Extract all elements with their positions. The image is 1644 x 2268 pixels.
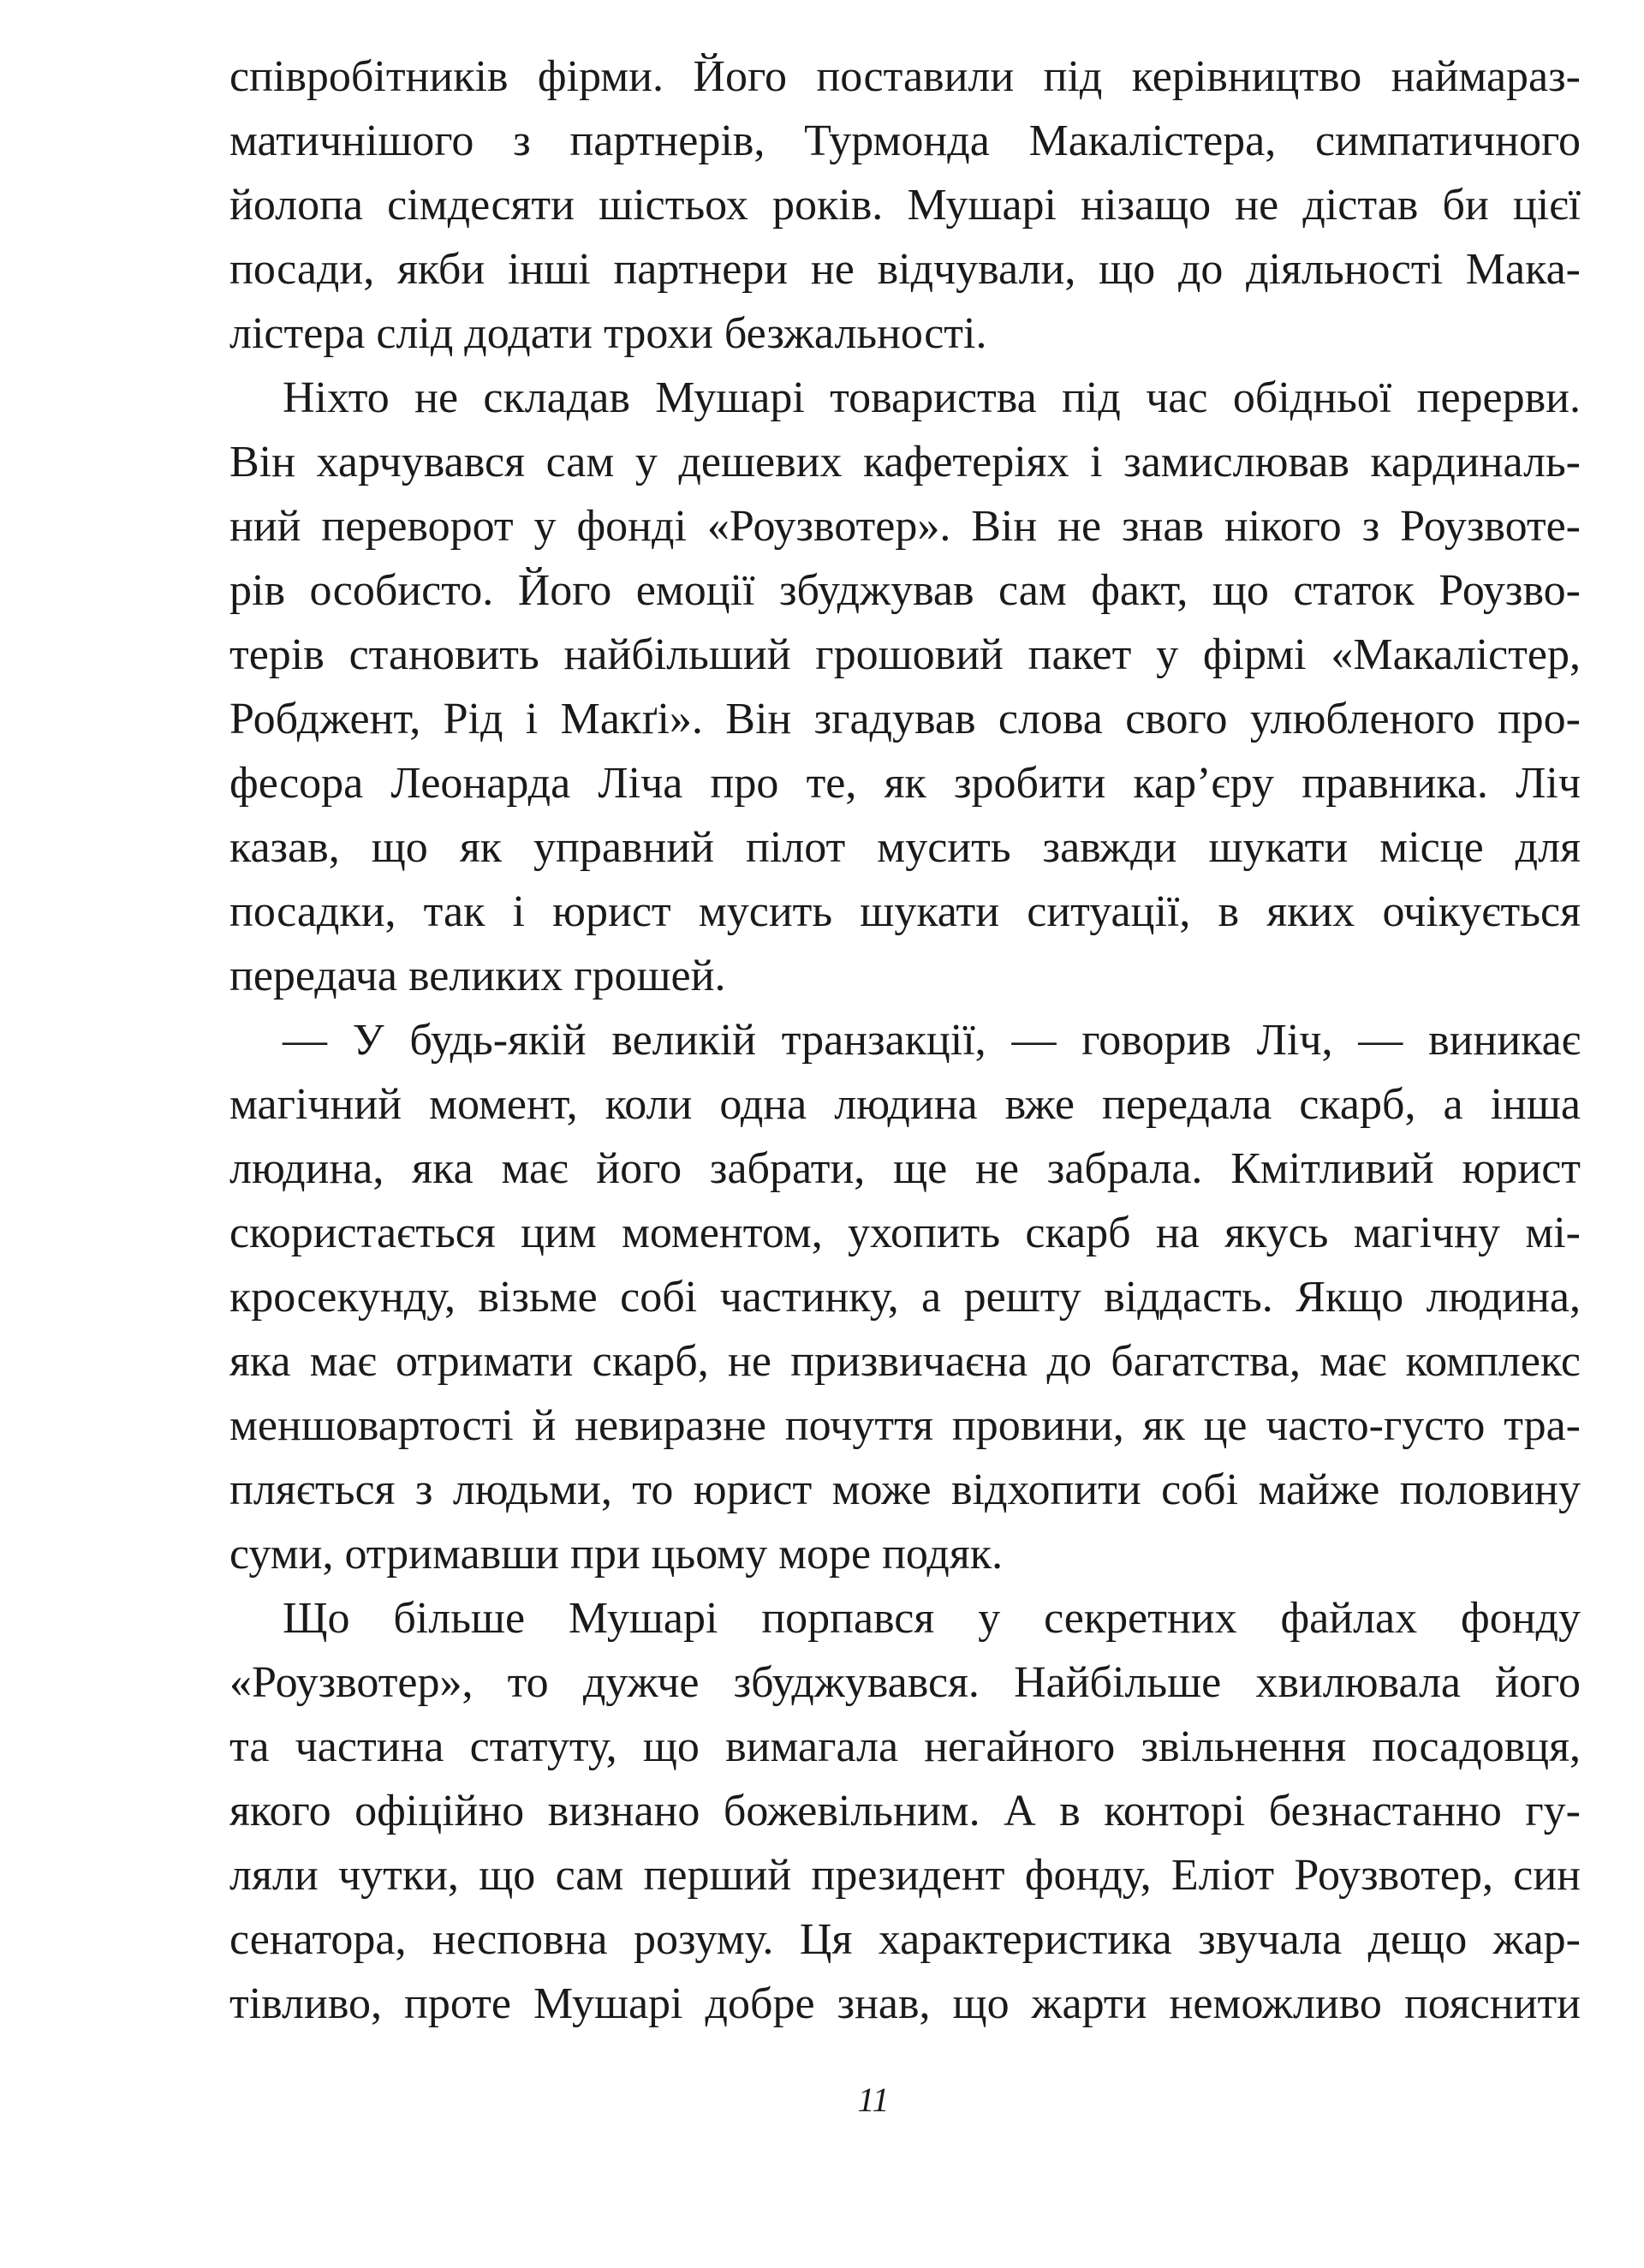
text-line: посади, якби інші партнери не відчували, що до діяльності Мака- — [229, 245, 1581, 294]
text-line: посадки, так і юрист мусить шукати ситуації, в яких очікується — [229, 887, 1581, 936]
text-line: магічний момент, коли одна людина вже передала скарб, а інша — [229, 1080, 1581, 1129]
text-line: кросекунду, візьме собі частинку, а решту віддасть. Якщо людина, — [229, 1273, 1581, 1322]
text-line: Що більше Мушарі порпався у секретних файлах фонду — [283, 1594, 1581, 1643]
text-line: Ніхто не складав Мушарі товариства під час обідньої перерви. — [283, 373, 1581, 422]
text-line: йолопа сімдесяти шістьох років. Мушарі нізащо не дістав би цієї — [229, 181, 1581, 230]
text-line: ляли чутки, що сам перший президент фонду, Еліот Роузвотер, син — [229, 1851, 1581, 1900]
text-line: тівливо, проте Мушарі добре знав, що жарти неможливо пояснити — [229, 1979, 1581, 2028]
text-line: Робджент, Рід і Макґі». Він згадував слова свого улюбленого про- — [229, 695, 1581, 743]
text-line: людина, яка має його забрати, ще не забрала. Кмітливий юрист — [229, 1144, 1581, 1193]
text-line: рів особисто. Його емоції збуджував сам факт, що статок Роузво- — [229, 566, 1581, 615]
text-line: фесора Леонарда Ліча про те, як зробити кар’єру правника. Ліч — [229, 759, 1581, 808]
text-line: Він харчувався сам у дешевих кафетеріях і замислював кардиналь- — [229, 438, 1581, 486]
body-text — [229, 45, 1581, 2036]
text-line: яка має отримати скарб, не призвичаєна до багатства, має комплекс — [229, 1337, 1581, 1386]
text-line: та частина статуту, що вимагала негайного звільнення посадовця, — [229, 1722, 1581, 1771]
text-line: суми, отримавши при цьому море подяк. — [229, 1530, 1004, 1579]
text-line: пляється з людьми, то юрист може відхопити собі майже половину — [229, 1465, 1581, 1514]
text-line: казав, що як управний пілот мусить завжди шукати місце для — [229, 823, 1581, 872]
text-line: «Роузвотер», то дужче збуджувався. Найбільше хвилювала його — [229, 1658, 1581, 1707]
text-line: передача великих грошей. — [229, 952, 726, 1000]
text-line: терів становить найбільший грошовий пакет у фірмі «Макалістер, — [229, 630, 1581, 679]
text-line: меншовартості й невиразне почуття провини, як це часто-густо тра- — [229, 1401, 1581, 1450]
text-line: співробітників фірми. Його поставили під керівництво наймараз- — [229, 52, 1581, 101]
text-line: ний переворот у фонді «Роузвотер». Він не знав нікого з Роузвоте- — [229, 502, 1581, 551]
text-line: якого офіційно визнано божевільним. А в конторі безнастанно гу- — [229, 1787, 1581, 1835]
text-line: скористається цим моментом, ухопить скарб на якусь магічну мі- — [229, 1209, 1581, 1257]
text-line: сенатора, несповна розуму. Ця характеристика звучала дещо жар- — [229, 1915, 1581, 1964]
text-line: — У будь-якій великій транзакції, — говорив Ліч, — виникає — [283, 1016, 1581, 1065]
text-line: лістера слід додати трохи безжальності. — [229, 309, 987, 358]
page-number: 11 — [857, 2080, 890, 2119]
text-line: матичнішого з партнерів, Турмонда Макалістера, симпатичного — [229, 116, 1581, 165]
